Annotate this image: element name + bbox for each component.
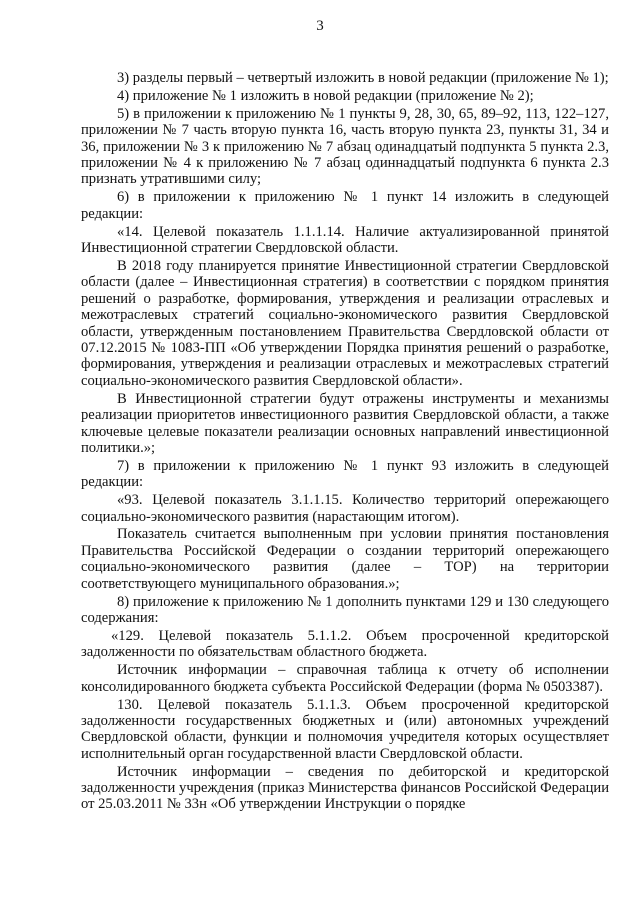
quoted-item-129-source: Источник информации – справочная таблица к отчету об исполнении консолидированного бюджета субъекта Российской Федерации (форма № 0503387). — [81, 662, 609, 695]
document-body — [81, 70, 609, 813]
paragraph-item-3: 3) разделы первый – четвертый изложить в новой редакции (приложение № 1); — [117, 70, 609, 86]
quoted-item-130-heading: 130. Целевой показатель 5.1.1.3. Объем просроченной кредиторской задолженности государственных бюджетных и (или) автономных учреждений Свердловской области, функции и полномочия учредителя которых осуществляет исполнительный орган государственной власти Свердловской области. — [81, 696, 609, 762]
quoted-item-93-text: Показатель считается выполненным при условии принятия постановления Правительства Российской Федерации о создании территорий опережающего социально-экономического развития (далее – ТОР) на территории соответствующего муниципального образования.»; — [81, 526, 609, 592]
quoted-item-129-heading: «129. Целевой показатель 5.1.1.2. Объем просроченной кредиторской задолженности по обязательствам областного бюджета. — [81, 627, 609, 661]
quoted-item-14-heading: «14. Целевой показатель 1.1.1.14. Наличие актуализированной принятой Инвестиционной стратегии Свердловской области. — [81, 223, 609, 257]
quoted-item-93-heading: «93. Целевой показатель 3.1.1.15. Количество территорий опережающего социально-экономического развития (нарастающим итогом). — [81, 492, 609, 525]
page-number: 3 — [316, 18, 324, 34]
paragraph-item-7: 7) в приложении к приложению № 1 пункт 93 изложить в следующей редакции: — [81, 457, 609, 491]
paragraph-item-6: 6) в приложении к приложению № 1 пункт 14 изложить в следующей редакции: — [81, 189, 609, 222]
paragraph-item-4: 4) приложение № 1 изложить в новой редакции (приложение № 2); — [117, 87, 534, 104]
paragraph-item-8: 8) приложение к приложению № 1 дополнить пунктами 129 и 130 следующего содержания: — [81, 593, 609, 626]
paragraph-item-5: 5) в приложении к приложению № 1 пункты 9, 28, 30, 65, 89–92, 113, 122–127, приложении № 7 часть вторую пункта 16, часть вторую пункта 23, пункты 31, 34 и 36, приложении № 3 к приложению № 7 абзац одинадцатый подпункта 5 пункта 2.3, приложении № 4 к приложению № 7 абзац одиннадцатый подпункта 6 пункта 2.3 признать утратившими силу; — [81, 105, 609, 188]
quoted-item-14-text-1: В 2018 году планируется принятие Инвестиционной стратегии Свердловской области (далее – Инвестиционная стратегия) в соответствии с порядком принятия решений о разработке, формирования, утверждения и реализации отраслевых и межотраслевых стратегий социально-экономического развития Свердловской области, утвержденным постановлением Правительства Свердловской области от 07.12.2015 № 1083-ПП «Об утверждении Порядка принятия решений о разработке, формирования, утверждения и реализации отраслевых и межотраслевых стратегий социально-экономического развития Свердловской области». — [81, 257, 609, 389]
quoted-item-14-text-2: В Инвестиционной стратегии будут отражены инструменты и механизмы реализации приоритетов инвестиционного развития Свердловской области, а также ключевые целевые показатели реализации основных направлений инвестиционной политики.»; — [81, 390, 609, 456]
quoted-item-130-source: Источник информации – сведения по дебиторской и кредиторской задолженности учреждения (приказ Министерства финансов Российской Федерации от 25.03.2011 № 33н «Об утверждении Инструкции о порядке — [81, 763, 609, 813]
